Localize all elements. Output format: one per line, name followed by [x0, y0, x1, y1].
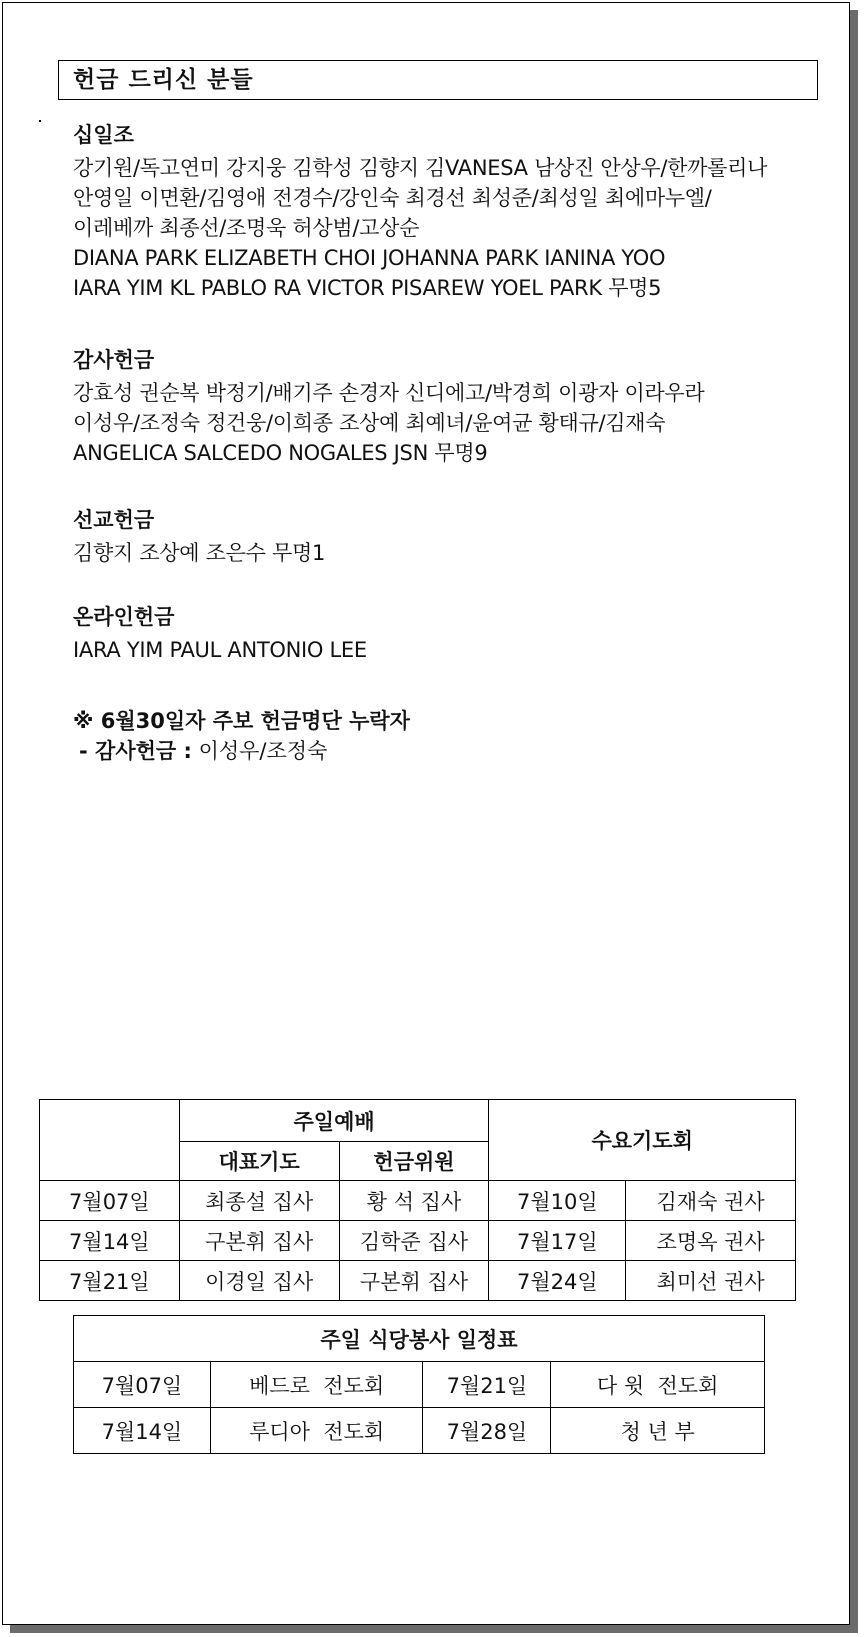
- date-cell: 7월14일: [40, 1221, 180, 1261]
- date-cell: 7월21일: [40, 1261, 180, 1301]
- offering-header: 헌금위원: [339, 1142, 489, 1181]
- group-cell: 베드로 전도회: [210, 1362, 423, 1408]
- note-heading: ※ 6월30일자 주보 헌금명단 누락자: [73, 709, 410, 733]
- meal-service-table: [73, 1315, 765, 1454]
- prayer-cell: 이경일 집사: [179, 1261, 339, 1301]
- donor-line: 김향지 조상예 조은수 무명1: [73, 541, 326, 565]
- table-row: [74, 1362, 765, 1408]
- table-row: [40, 1261, 796, 1301]
- section-heading: 온라인헌금: [73, 605, 175, 629]
- prayer-cell: 최종설 집사: [179, 1181, 339, 1221]
- offering-cell: 황 석 집사: [339, 1181, 489, 1221]
- stray-dot: [39, 120, 41, 122]
- section-heading: 감사헌금: [73, 348, 155, 372]
- group-cell: 루디아 전도회: [210, 1408, 423, 1454]
- note-label: - 감사헌금 :: [79, 739, 192, 763]
- table-row: [40, 1181, 796, 1221]
- omission-note: [73, 706, 410, 766]
- donor-line: 안영일 이면환/김영애 전경수/강인숙 최경선 최성준/최성일 최에마누엘/: [73, 186, 712, 210]
- date-cell: 7월07일: [74, 1362, 211, 1408]
- wednesday-prayer-header: 수요기도회: [489, 1100, 796, 1181]
- note-line: [73, 736, 410, 766]
- wed-leader-cell: 최미선 권사: [626, 1261, 796, 1301]
- offering-cell: 김학준 집사: [339, 1221, 489, 1261]
- section-online: [73, 603, 367, 665]
- donor-line: 강기원/독고연미 강지웅 김학성 김향지 김VANESA 남상진 안상우/한까롤리나: [73, 156, 768, 180]
- note-value: 이성우/조정숙: [198, 739, 328, 763]
- donor-line: 이성우/조정숙 정건웅/이희종 조상예 최예녀/윤여균 황태규/김재숙: [73, 411, 666, 435]
- meal-table-title: 주일 식당봉사 일정표: [74, 1316, 765, 1362]
- wed-date-cell: 7월10일: [489, 1181, 626, 1221]
- section-mission: [73, 506, 325, 568]
- donor-line: DIANA PARK ELIZABETH CHOI JOHANNA PARK IANINA YOO: [73, 246, 666, 270]
- section-thanks: [73, 346, 704, 468]
- offering-cell: 구본휘 집사: [339, 1261, 489, 1301]
- wed-leader-cell: 조명옥 권사: [626, 1221, 796, 1261]
- service-schedule-table: [39, 1099, 796, 1301]
- donor-line: ANGELICA SALCEDO NOGALES JSN 무명9: [73, 441, 488, 465]
- date-cell: 7월21일: [423, 1362, 551, 1408]
- wed-date-cell: 7월17일: [489, 1221, 626, 1261]
- date-cell: 7월07일: [40, 1181, 180, 1221]
- donor-line: 이레베까 최종선/조명욱 허상범/고상순: [73, 216, 420, 240]
- prayer-cell: 구본휘 집사: [179, 1221, 339, 1261]
- sunday-service-header: 주일예배: [179, 1100, 489, 1142]
- donor-line: IARA YIM PAUL ANTONIO LEE: [73, 638, 367, 662]
- group-cell: 다 윗 전도회: [551, 1362, 765, 1408]
- section-heading: 십일조: [73, 123, 134, 147]
- wed-date-cell: 7월24일: [489, 1261, 626, 1301]
- donor-line: IARA YIM KL PABLO RA VICTOR PISAREW YOEL PARK 무명5: [73, 276, 662, 300]
- section-heading: 선교헌금: [73, 508, 155, 532]
- group-cell: 청 년 부: [551, 1408, 765, 1454]
- empty-header-cell: [40, 1100, 180, 1181]
- table-row: [74, 1408, 765, 1454]
- section-tithe: [73, 121, 767, 303]
- donor-line: 강효성 권순복 박정기/배기주 손경자 신디에고/박경희 이광자 이라우라: [73, 381, 705, 405]
- wed-leader-cell: 김재숙 권사: [626, 1181, 796, 1221]
- date-cell: 7월14일: [74, 1408, 211, 1454]
- prayer-header: 대표기도: [179, 1142, 339, 1181]
- page-title: 헌금 드리신 분들: [58, 60, 818, 100]
- date-cell: 7월28일: [423, 1408, 551, 1454]
- table-row: [40, 1221, 796, 1261]
